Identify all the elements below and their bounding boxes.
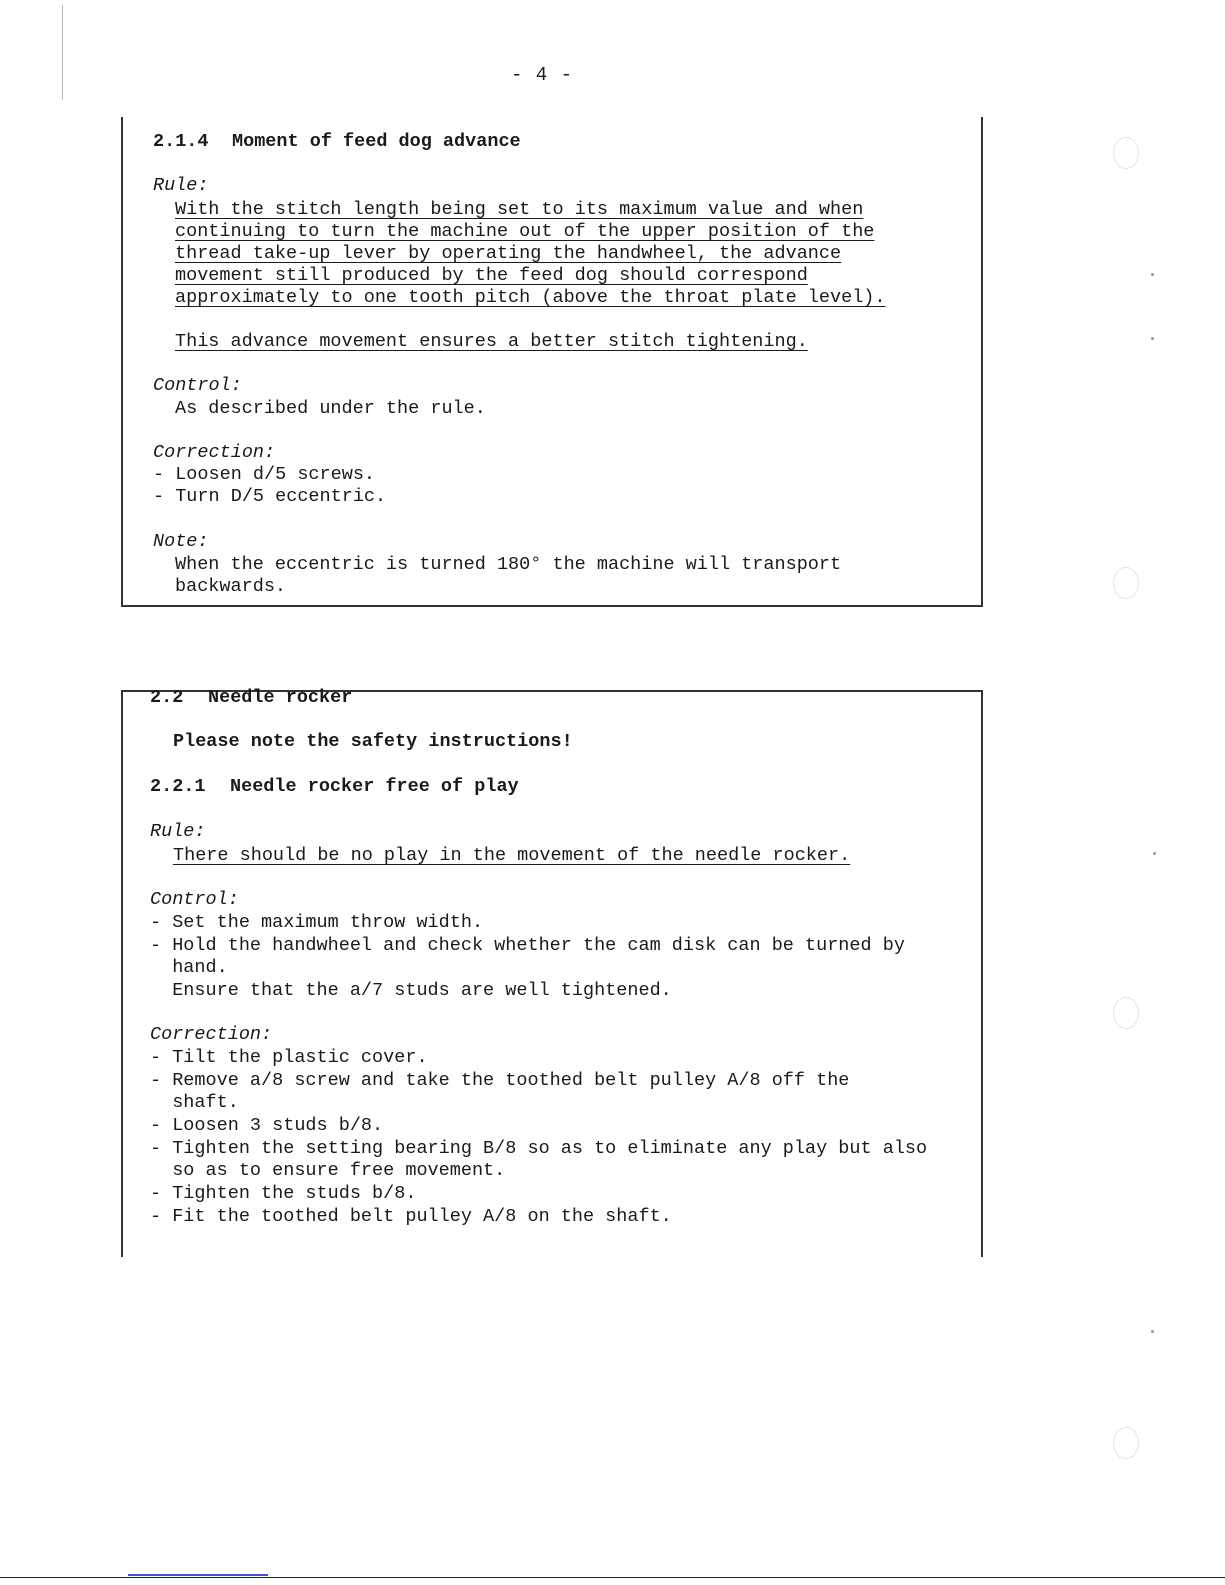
correction-line: so as to ensure free movement. (150, 1160, 506, 1181)
correction-item: - Loosen d/5 screws. (153, 464, 376, 485)
section-number: 2.1.4 (153, 131, 209, 152)
speck (1151, 337, 1154, 340)
rule-note: This advance movement ensures a better stitch tightening. (175, 331, 808, 352)
punch-hole-mark (1113, 137, 1139, 169)
control-line: Ensure that the a/7 studs are well tightened. (150, 980, 672, 1001)
rule-line: With the stitch length being set to its maximum value and when (175, 199, 864, 220)
correction-label: Correction: (153, 442, 276, 463)
safety-notice: Please note the safety instructions! (173, 731, 573, 752)
control-line: - Set the maximum throw width. (150, 912, 484, 933)
speck (1151, 273, 1154, 276)
note-line: backwards. (175, 576, 287, 597)
punch-hole-mark (1113, 1427, 1139, 1459)
note-line: When the eccentric is turned 180° the machine will transport (175, 554, 842, 575)
scan-mark (62, 5, 63, 100)
section-number: 2.2 (150, 687, 184, 708)
control-text: As described under the rule. (175, 398, 486, 419)
rule-line: approximately to one tooth pitch (above the throat plate level). (175, 287, 886, 308)
correction-line: - Remove a/8 screw and take the toothed belt pulley A/8 off the (150, 1070, 850, 1091)
correction-label: Correction: (150, 1024, 273, 1045)
subsection-number: 2.2.1 (150, 776, 206, 797)
footer-rule (0, 1577, 1225, 1578)
section-title: Moment of feed dog advance (232, 131, 521, 152)
correction-line: shaft. (150, 1092, 239, 1113)
rule-line: continuing to turn the machine out of the upper position of the (175, 221, 875, 242)
correction-line: - Tilt the plastic cover. (150, 1047, 428, 1068)
correction-item: - Turn D/5 eccentric. (153, 486, 387, 507)
section-title: Needle rocker (208, 687, 353, 708)
rule-label: Rule: (153, 175, 209, 196)
speck (1151, 1330, 1154, 1333)
correction-line: - Fit the toothed belt pulley A/8 on the shaft. (150, 1206, 672, 1227)
control-label: Control: (150, 889, 239, 910)
rule-line: movement still produced by the feed dog should correspond (175, 265, 808, 286)
control-line: - Hold the handwheel and check whether the cam disk can be turned by (150, 935, 905, 956)
correction-line: - Tighten the studs b/8. (150, 1183, 417, 1204)
punch-hole-mark (1113, 997, 1139, 1029)
correction-line: - Loosen 3 studs b/8. (150, 1115, 384, 1136)
control-line: hand. (150, 957, 228, 978)
page-number: - 4 - (511, 64, 574, 86)
control-label: Control: (153, 375, 242, 396)
section-2-1-4-box (121, 117, 983, 607)
note-label: Note: (153, 531, 209, 552)
subsection-title: Needle rocker free of play (230, 776, 519, 797)
rule-text: There should be no play in the movement of the needle rocker. (173, 845, 851, 866)
rule-line: thread take-up lever by operating the handwheel, the advance (175, 243, 842, 264)
correction-line: - Tighten the setting bearing B/8 so as to eliminate any play but also (150, 1138, 928, 1159)
rule-label: Rule: (150, 821, 206, 842)
punch-hole-mark (1113, 567, 1139, 599)
speck (1153, 852, 1156, 855)
footer-link-mark (128, 1574, 268, 1576)
